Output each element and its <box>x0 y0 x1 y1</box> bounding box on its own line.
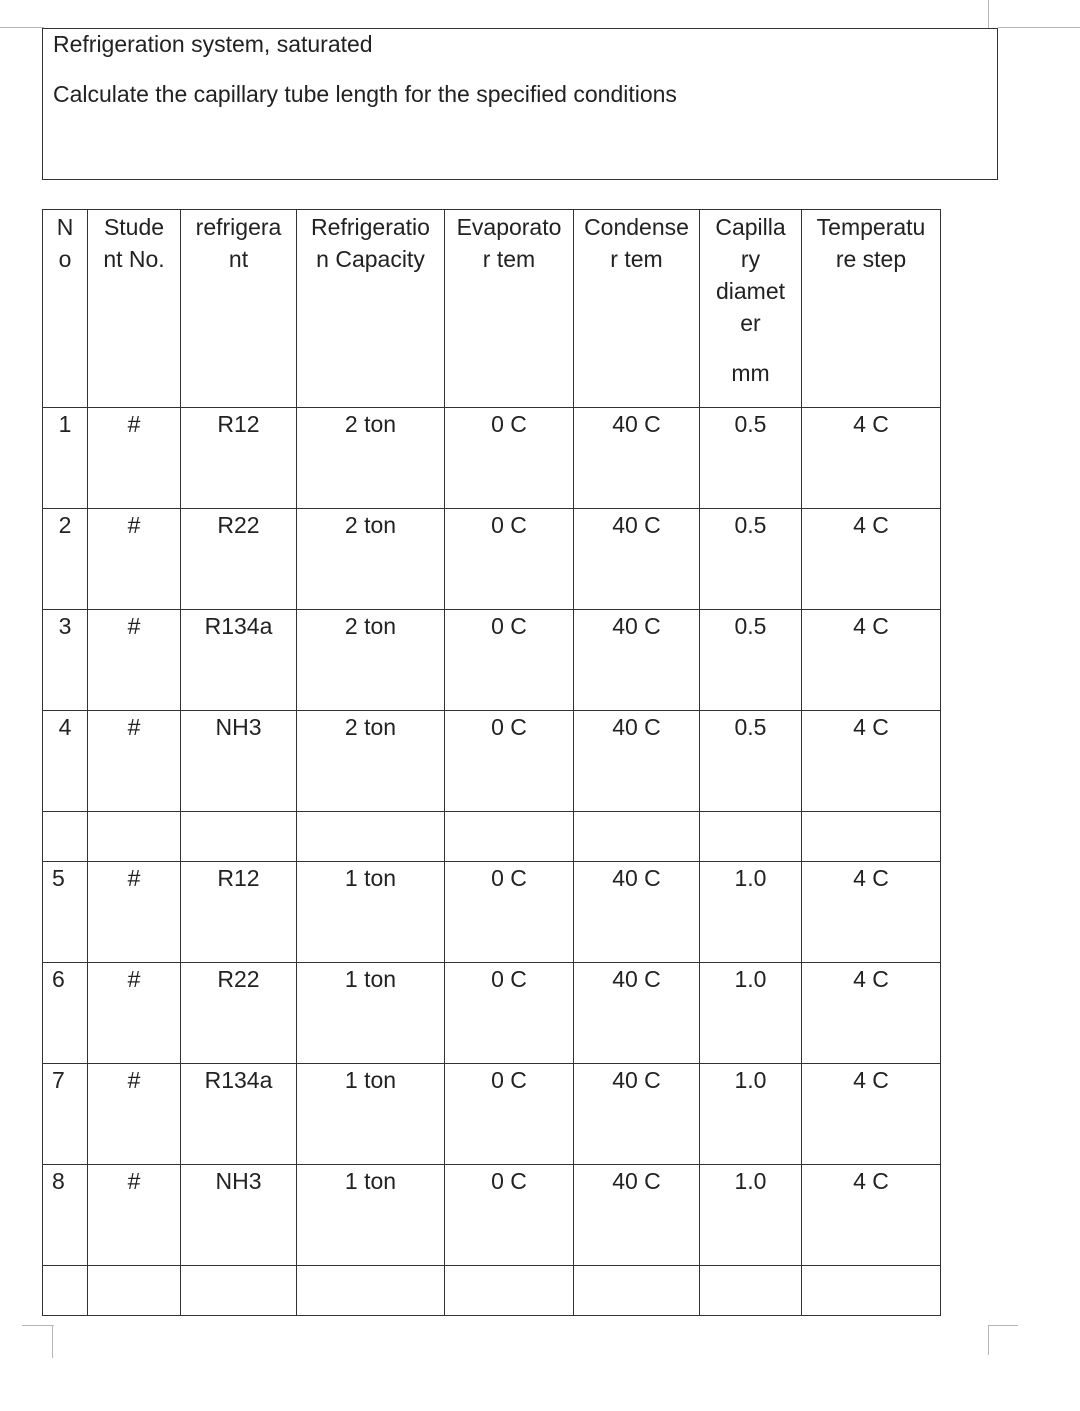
cell-step: 4 C <box>802 711 941 812</box>
cell-step: 4 C <box>802 1165 941 1266</box>
header-text-line: Stude <box>103 214 165 240</box>
header-text-line: ry <box>740 246 761 272</box>
table-row <box>43 1165 941 1266</box>
crop-mark-bottom-right-h <box>988 1325 1018 1326</box>
cell-diameter: 1.0 <box>700 1165 802 1266</box>
table-row <box>43 1064 941 1165</box>
cell-student[interactable]: # <box>88 1064 181 1165</box>
header-text-line: refrigera <box>195 214 282 240</box>
blank-cell[interactable] <box>43 812 88 862</box>
blank-cell[interactable] <box>181 1266 297 1316</box>
cell-no: 6 <box>43 963 88 1064</box>
cell-student[interactable]: # <box>88 963 181 1064</box>
instruction-text: Calculate the capillary tube length for the specified conditions <box>53 81 677 107</box>
capillary-tube-table <box>42 209 941 1316</box>
header-capillary-diameter <box>700 210 802 408</box>
blank-cell[interactable] <box>445 1266 574 1316</box>
header-refrigeration-capacity <box>297 210 445 408</box>
cell-refrigerant: NH3 <box>181 711 297 812</box>
cell-refrigerant: R12 <box>181 408 297 509</box>
cell-capacity: 2 ton <box>297 711 445 812</box>
cell-step: 4 C <box>802 963 941 1064</box>
header-text-line: Capilla <box>715 214 786 240</box>
blank-cell[interactable] <box>297 812 445 862</box>
header-no <box>43 210 88 408</box>
cell-evap: 0 C <box>445 408 574 509</box>
cell-capacity: 1 ton <box>297 963 445 1064</box>
header-temperature-step <box>802 210 941 408</box>
cell-evap: 0 C <box>445 862 574 963</box>
cell-refrigerant: R22 <box>181 509 297 610</box>
cell-diameter: 1.0 <box>700 862 802 963</box>
cell-cond: 40 C <box>574 509 700 610</box>
cell-no: 1 <box>43 408 88 509</box>
cell-refrigerant: R12 <box>181 862 297 963</box>
cell-refrigerant: NH3 <box>181 1165 297 1266</box>
header-unit: mm <box>731 360 770 386</box>
cell-diameter: 0.5 <box>700 711 802 812</box>
blank-cell[interactable] <box>802 812 941 862</box>
blank-cell[interactable] <box>297 1266 445 1316</box>
cell-evap: 0 C <box>445 963 574 1064</box>
blank-cell[interactable] <box>43 1266 88 1316</box>
header-student-no <box>88 210 181 408</box>
cell-diameter: 0.5 <box>700 610 802 711</box>
blank-cell[interactable] <box>445 812 574 862</box>
header-text-line: er <box>740 310 761 336</box>
cell-student[interactable]: # <box>88 408 181 509</box>
header-text-line: diamet <box>715 278 786 304</box>
cell-step: 4 C <box>802 509 941 610</box>
crop-mark-bottom-left-h <box>22 1325 54 1326</box>
cell-refrigerant: R134a <box>181 1064 297 1165</box>
cell-no: 8 <box>43 1165 88 1266</box>
cell-refrigerant: R22 <box>181 963 297 1064</box>
crop-mark-top-right-h <box>998 27 1080 28</box>
cell-diameter: 1.0 <box>700 963 802 1064</box>
header-text-line: nt <box>228 246 249 272</box>
cell-cond: 40 C <box>574 408 700 509</box>
cell-step: 4 C <box>802 1064 941 1165</box>
header-text-line: N <box>56 214 74 240</box>
blank-row <box>43 812 941 862</box>
table-row <box>43 509 941 610</box>
table-row <box>43 610 941 711</box>
blank-cell[interactable] <box>88 812 181 862</box>
crop-mark-bottom-left-v <box>52 1325 53 1358</box>
document-title: Refrigeration system, saturated <box>53 31 373 57</box>
table-row <box>43 963 941 1064</box>
cell-student[interactable]: # <box>88 862 181 963</box>
header-text-line: nt No. <box>103 246 165 272</box>
header-text-line: r tem <box>610 246 663 272</box>
cell-student[interactable]: # <box>88 610 181 711</box>
cell-capacity: 2 ton <box>297 408 445 509</box>
cell-evap: 0 C <box>445 1165 574 1266</box>
cell-evap: 0 C <box>445 509 574 610</box>
blank-row <box>43 1266 941 1316</box>
cell-cond: 40 C <box>574 1064 700 1165</box>
table-row <box>43 408 941 509</box>
blank-cell[interactable] <box>700 812 802 862</box>
cell-step: 4 C <box>802 862 941 963</box>
cell-capacity: 1 ton <box>297 862 445 963</box>
header-text-line: Evaporato <box>456 214 562 240</box>
cell-capacity: 1 ton <box>297 1064 445 1165</box>
cell-evap: 0 C <box>445 1064 574 1165</box>
table-row <box>43 711 941 812</box>
blank-cell[interactable] <box>88 1266 181 1316</box>
cell-cond: 40 C <box>574 862 700 963</box>
cell-cond: 40 C <box>574 1165 700 1266</box>
cell-no: 2 <box>43 509 88 610</box>
cell-student[interactable]: # <box>88 509 181 610</box>
header-text-line: re step <box>835 246 907 272</box>
cell-no: 4 <box>43 711 88 812</box>
cell-capacity: 1 ton <box>297 1165 445 1266</box>
header-row <box>43 210 941 408</box>
cell-capacity: 2 ton <box>297 509 445 610</box>
header-text-line: Condense <box>584 214 689 240</box>
cell-cond: 40 C <box>574 610 700 711</box>
cell-cond: 40 C <box>574 963 700 1064</box>
blank-cell[interactable] <box>574 812 700 862</box>
header-text-line: n Capacity <box>316 246 425 272</box>
cell-evap: 0 C <box>445 711 574 812</box>
cell-no: 7 <box>43 1064 88 1165</box>
blank-cell[interactable] <box>574 1266 700 1316</box>
blank-cell[interactable] <box>700 1266 802 1316</box>
cell-no: 3 <box>43 610 88 711</box>
cell-diameter: 1.0 <box>700 1064 802 1165</box>
cell-diameter: 0.5 <box>700 408 802 509</box>
cell-refrigerant: R134a <box>181 610 297 711</box>
cell-diameter: 0.5 <box>700 509 802 610</box>
cell-student[interactable]: # <box>88 1165 181 1266</box>
cell-step: 4 C <box>802 610 941 711</box>
header-refrigerant <box>181 210 297 408</box>
blank-cell[interactable] <box>181 812 297 862</box>
header-evaporator-temp <box>445 210 574 408</box>
cell-no: 5 <box>43 862 88 963</box>
blank-cell[interactable] <box>802 1266 941 1316</box>
cell-evap: 0 C <box>445 610 574 711</box>
header-text-line: o <box>58 246 72 272</box>
cell-step: 4 C <box>802 408 941 509</box>
table-row <box>43 862 941 963</box>
crop-mark-top-left-h <box>0 27 44 28</box>
header-text-line: r tem <box>482 246 536 272</box>
crop-mark-bottom-right-v <box>988 1325 989 1355</box>
cell-cond: 40 C <box>574 711 700 812</box>
cell-student[interactable]: # <box>88 711 181 812</box>
problem-statement-box <box>42 28 998 180</box>
cell-capacity: 2 ton <box>297 610 445 711</box>
crop-mark-top-right-v <box>988 0 989 28</box>
header-text-line: Refrigeratio <box>311 214 430 240</box>
header-condenser-temp <box>574 210 700 408</box>
header-text-line: Temperatu <box>816 214 926 240</box>
